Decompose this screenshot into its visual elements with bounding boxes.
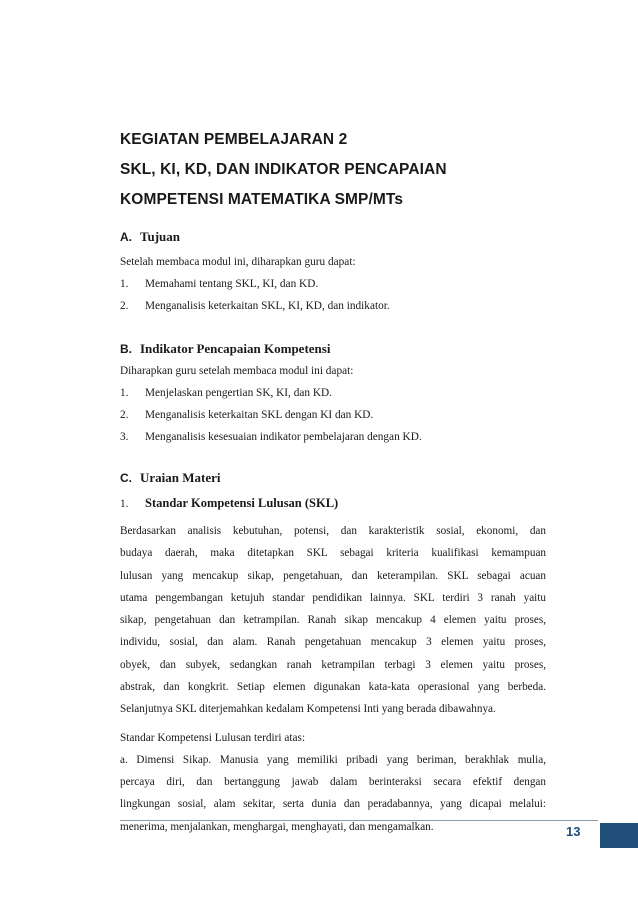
title-line-1: KEGIATAN PEMBELAJARAN 2 [120,131,348,148]
list-item-text: Memahami tentang SKL, KI, dan KD. [145,278,319,290]
title-line-3: KOMPETENSI MATEMATIKA SMP/MTs [120,191,404,208]
section-c-title: Uraian Materi [140,470,221,485]
list-item [120,273,546,295]
subsection-1-number: 1. [120,498,129,510]
list-item-text: Menganalisis keterkaitan SKL dengan KI dan KD. [145,409,374,421]
list-item-text: Menjelaskan pengertian SK, KI, dan KD. [145,387,332,399]
section-a-heading [120,229,546,245]
paragraph-line: percaya diri, dan bertanggung jawab dalam berinteraksi secara efektif dengan [120,775,546,788]
paragraph-line: utama pengembangan ketujuh standar pendidikan lainnya. SKL terdiri 3 ranah yaitu [120,591,546,604]
paragraph-line: a. Dimensi Sikap. Manusia yang memiliki pribadi yang beriman, berakhlak mulia, [120,753,546,766]
skl-paragraph [120,520,546,721]
section-b-intro: Diharapkan guru setelah membaca modul ini dapat: [120,365,354,377]
paragraph-line: abstrak, dan kongkrit. Setiap elemen digunakan kata-kata operasional yang berbeda. [120,681,546,694]
page-number: 13 [566,824,581,839]
list-item [120,404,546,426]
section-c-heading [120,470,546,486]
list-item-number: 2. [120,409,129,421]
section-b-letter: B. [120,342,132,356]
skl-intro: Standar Kompetensi Lulusan terdiri atas: [120,731,306,744]
list-item [120,426,546,448]
list-item [120,382,546,404]
dimension-paragraph [120,749,546,838]
paragraph-line: menerima, menjalankan, menghargai, menghayati, dan mengamalkan. [120,820,434,833]
list-item [120,295,546,317]
page-content [120,125,546,838]
section-a-letter: A. [120,230,132,244]
paragraph-line: obyek, dan subyek, sedangkan ranah ketrampilan terbagi 3 elemen yaitu proses, [120,658,546,671]
list-item-text: Menganalisis keterkaitan SKL, KI, KD, dan indikator. [145,300,390,312]
paragraph-line: sikap, pengetahuan dan ketrampilan. Ranah sikap mencakup 4 elemen yaitu proses, [120,614,546,627]
section-b-title: Indikator Pencapaian Kompetensi [140,341,331,356]
list-item-number: 2. [120,300,129,312]
list-item-number: 1. [120,278,129,290]
paragraph-line: budaya daerah, maka ditetapkan SKL sebagai kriteria kualifikasi kemampuan [120,547,546,560]
footer-accent-tab [600,823,638,848]
list-item-number: 3. [120,431,129,443]
section-a-intro: Setelah membaca modul ini, diharapkan guru dapat: [120,256,356,268]
section-b-heading [120,341,546,357]
list-item-text: Menganalisis kesesuaian indikator pembelajaran dengan KD. [145,431,422,443]
section-c-letter: C. [120,471,132,485]
chapter-title [120,125,546,215]
footer-divider [120,820,598,821]
paragraph-line: individu, sosial, dan alam. Ranah pengetahuan mencakup 3 elemen yaitu proses, [120,636,546,649]
list-item-number: 1. [120,387,129,399]
title-line-2: SKL, KI, KD, DAN INDIKATOR PENCAPAIAN [120,161,447,178]
paragraph-line: Berdasarkan analisis kebutuhan, potensi, dan karakteristik sosial, ekonomi, dan [120,525,546,537]
section-a-title: Tujuan [140,229,180,244]
paragraph-line: lingkungan sosial, alam sekitar, serta dunia dan peradabannya, yang dicapai melalui: [120,798,546,811]
paragraph-line: Selanjutnya SKL diterjemahkan kedalam Kompetensi Inti yang berada dibawahnya. [120,703,496,716]
subsection-1-heading [120,496,546,511]
paragraph-line: lulusan yang mencakup sikap, pengetahuan, dan keterampilan. SKL sebagai acuan [120,569,546,582]
subsection-1-title: Standar Kompetensi Lulusan (SKL) [145,496,339,510]
